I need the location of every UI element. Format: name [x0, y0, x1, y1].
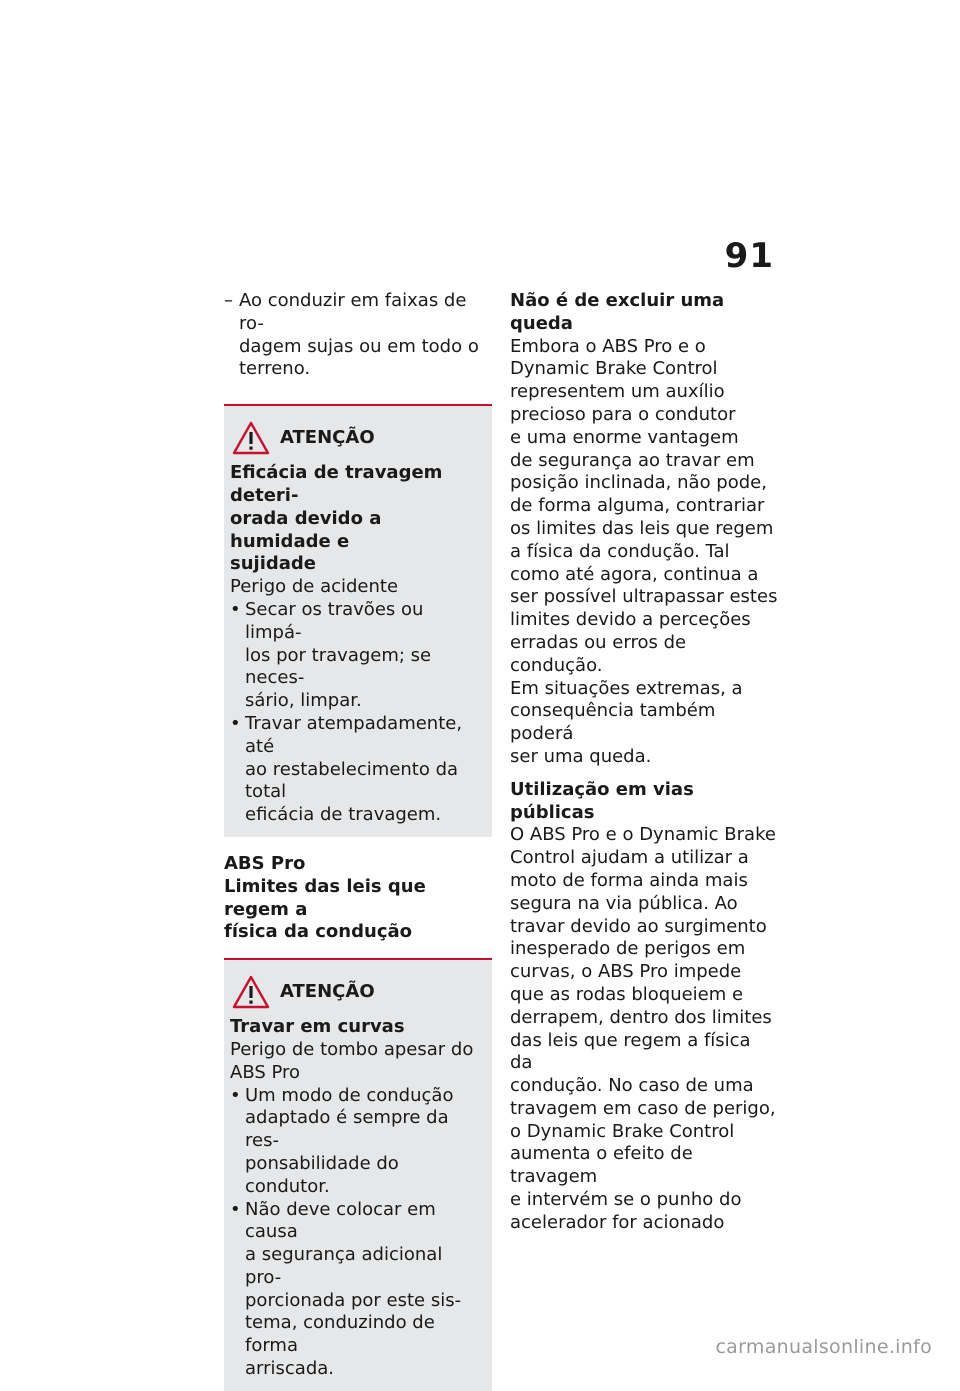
body-line: de forma alguma, contrariar: [510, 495, 765, 517]
section-title-line: física da condução: [224, 921, 412, 943]
bullet-item: [230, 1199, 484, 1381]
footer-watermark: carmanualsonline.info: [715, 1336, 932, 1358]
bullet-line: Não deve colocar em causa: [245, 1198, 436, 1243]
body-line: Control ajudam a utilizar a: [510, 847, 749, 869]
bullet-line: arriscada.: [245, 1358, 334, 1380]
section-title: Utilização em vias públicas: [510, 778, 694, 823]
body-line: ser uma queda.: [510, 745, 652, 767]
body-line: ser possível ultrapassar estes: [510, 586, 778, 608]
warning-triangle-icon: [232, 421, 270, 455]
body-line: e uma enorme vantagem: [510, 426, 739, 448]
left-column: [224, 290, 492, 1391]
section-no-fall-excluded: [510, 290, 778, 769]
bullet-line: ponsabilidade do condutor.: [245, 1152, 399, 1197]
body-line: O ABS Pro e o Dynamic Brake: [510, 824, 776, 846]
bullet-line: Um modo de condução: [245, 1084, 454, 1106]
bullet-line: a segurança adicional pro-: [245, 1244, 443, 1288]
section-title: Não é de excluir uma queda: [510, 290, 725, 334]
body-line: condução. No caso de uma: [510, 1075, 754, 1097]
body-line: das leis que regem a física da: [510, 1029, 751, 1074]
bullet-marker: •: [230, 598, 241, 620]
section-body: [510, 336, 778, 769]
list-item-line: Ao conduzir em faixas de ro-: [239, 290, 467, 334]
bullet-line: Travar atempadamente, até: [245, 712, 463, 757]
body-line: aumenta o efeito de travagem: [510, 1143, 693, 1188]
body-line: Em situações extremas, a: [510, 677, 743, 699]
callout-title: ATENÇÃO: [280, 427, 375, 449]
subtitle-line: ABS Pro: [230, 1061, 301, 1083]
bullet-marker: •: [230, 1084, 241, 1106]
body-line: e intervém se o punho do: [510, 1189, 742, 1211]
bullet-item: [230, 1085, 484, 1199]
body-line: os limites das leis que regem: [510, 517, 774, 539]
bullet-marker: •: [230, 1198, 241, 1220]
bullet-item: [230, 713, 484, 827]
bullet-line: ao restabelecimento da total: [245, 758, 459, 803]
right-column: [510, 290, 778, 1235]
body-line: que as rodas bloqueiem e: [510, 983, 744, 1005]
bullet-line: tema, conduzindo de forma: [245, 1312, 435, 1357]
section-title-abs-pro: [224, 853, 492, 944]
body-line: a física da condução. Tal: [510, 540, 730, 562]
heading-line: Eficácia de travagem deteri-: [230, 462, 443, 506]
body-line: de segurança ao travar em: [510, 449, 755, 471]
list-item-line: dagem sujas ou em todo o: [239, 335, 479, 357]
bullet-line: sário, limpar.: [245, 690, 362, 712]
body-line: segura na via pública. Ao: [510, 892, 738, 914]
body-line: derrapem, dentro dos limites: [510, 1006, 772, 1028]
section-body: [510, 824, 778, 1234]
list-item-line: terreno.: [239, 358, 311, 380]
bullet-marker: •: [230, 712, 241, 734]
bullet-line: eficácia de travagem.: [245, 804, 442, 826]
body-line: limites devido a perceções: [510, 609, 751, 631]
heading-line: sujidade: [230, 553, 316, 575]
page-number: 91: [724, 236, 774, 276]
warning-callout-braking-efficiency: [224, 404, 492, 837]
bullet-line: adaptado é sempre da res-: [245, 1107, 449, 1152]
body-line: acelerador for acionado: [510, 1211, 725, 1233]
body-line: precioso para o condutor: [510, 403, 736, 425]
callout-header: [232, 972, 484, 1012]
heading-line: orada devido a humidade e: [230, 507, 382, 552]
bullet-line: los por travagem; se neces-: [245, 644, 432, 689]
section-title-line: ABS Pro: [224, 852, 306, 874]
callout-subtitle: [230, 1039, 484, 1085]
warning-callout-braking-in-curves: [224, 958, 492, 1391]
bullet-item: [230, 599, 484, 713]
callout-header: [232, 418, 484, 458]
callout-subtitle: Perigo de acidente: [230, 576, 399, 598]
body-line: Dynamic Brake Control: [510, 358, 718, 380]
body-line: inesperado de perigos em: [510, 938, 746, 960]
body-line: travar devido ao surgimento: [510, 915, 767, 937]
dash-marker: –: [224, 290, 233, 311]
bullet-line: porcionada por este sis-: [245, 1289, 462, 1311]
bullet-line: Secar os travões ou limpá-: [245, 598, 424, 643]
subtitle-line: Perigo de tombo apesar do: [230, 1038, 474, 1060]
body-line: posição inclinada, não pode,: [510, 472, 767, 494]
callout-title: ATENÇÃO: [280, 981, 375, 1003]
body-line: travagem em caso de perigo,: [510, 1097, 776, 1119]
body-line: moto de forma ainda mais: [510, 869, 748, 891]
body-line: Embora o ABS Pro e o: [510, 335, 706, 357]
section-title-line: Limites das leis que regem a: [224, 875, 426, 920]
body-line: consequência também poderá: [510, 700, 716, 745]
warning-triangle-icon: [232, 975, 270, 1009]
body-line: o Dynamic Brake Control: [510, 1120, 735, 1142]
body-line: como até agora, continua a: [510, 563, 759, 585]
callout-heading: [230, 462, 484, 576]
body-line: erradas ou erros de condução.: [510, 631, 687, 676]
section-public-roads: [510, 779, 778, 1235]
callout-heading: Travar em curvas: [230, 1016, 405, 1038]
list-item-dash: [224, 290, 492, 381]
body-line: representem um auxílio: [510, 381, 725, 403]
body-line: curvas, o ABS Pro impede: [510, 961, 742, 983]
